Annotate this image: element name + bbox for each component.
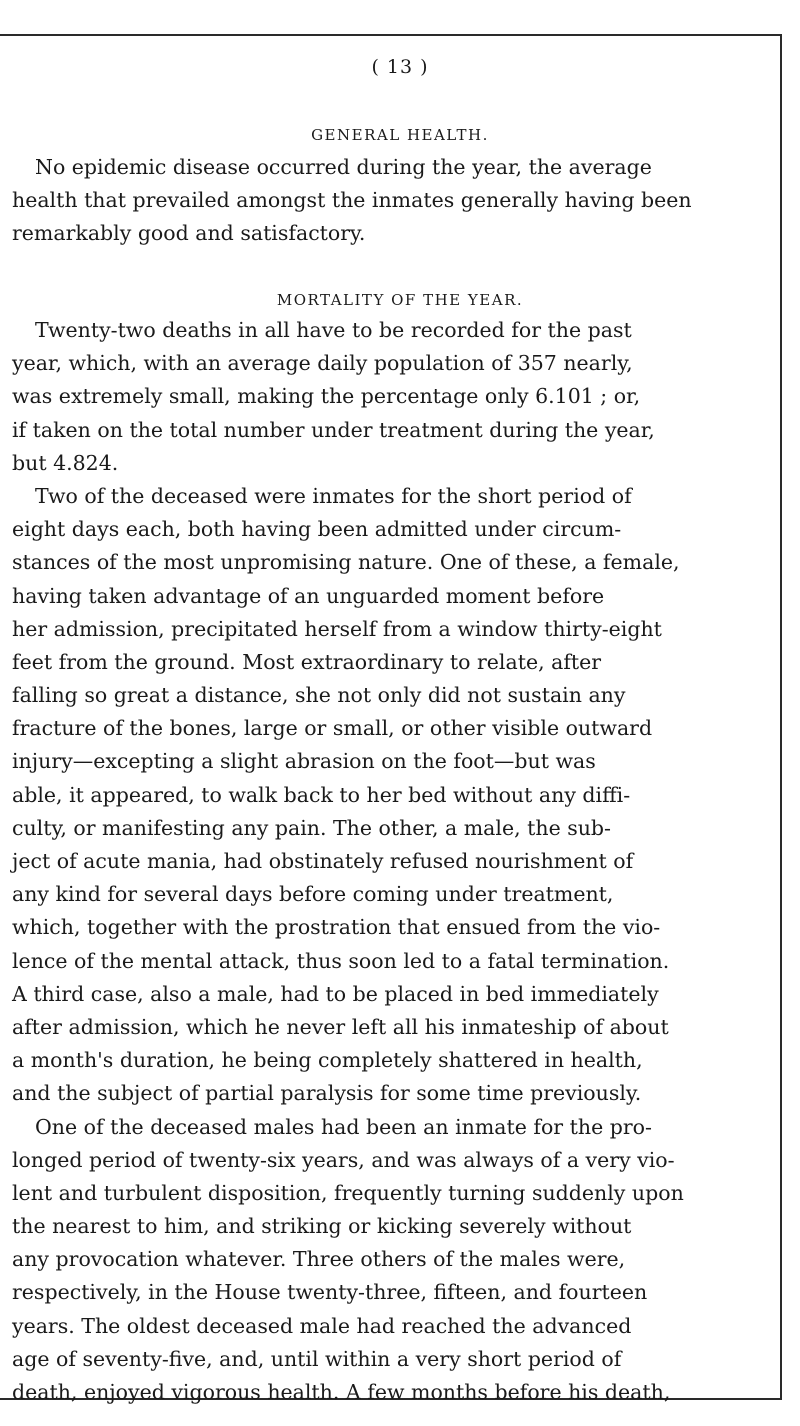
text-line: able, it appeared, to walk back to her bed without any diffi- (12, 782, 631, 807)
text-line: the nearest to him, and striking or kicking severely without (12, 1214, 632, 1239)
text-line: if taken on the total number under treatment during the year, (12, 417, 655, 442)
text-line: Two of the deceased were inmates for the short period of (35, 483, 632, 508)
text-line: fracture of the bones, large or small, or other visible outward (12, 716, 653, 741)
mortality-paragraph (12, 314, 774, 1409)
text-line: eight days each, both having been admitted under circum- (12, 517, 622, 542)
text-line: stances of the most unpromising nature. One of these, a female, (12, 550, 680, 575)
text-line: One of the deceased males had been an inmate for the pro- (35, 1114, 652, 1139)
section-heading-mortality: MORTALITY OF THE YEAR. (276, 291, 524, 309)
text-line: a month's duration, he being completely shattered in health, (12, 1048, 643, 1073)
text-line: was extremely small, making the percentage only 6.101 ; or, (12, 384, 641, 409)
text-line: age of seventy-five, and, until within a very short period of (12, 1346, 622, 1371)
text-line: after admission, which he never left all his inmateship of about (12, 1014, 669, 1039)
text-line: Twenty-two deaths in all have to be recorded for the past (35, 318, 632, 342)
text-line: ject of acute mania, had obstinately refused nourishment of (12, 849, 634, 873)
text-line: A third case, also a male, had to be placed in bed immediately (12, 981, 659, 1006)
page-number: ( 13 ) (371, 56, 429, 78)
text-line: feet from the ground. Most extraordinary to relate, after (12, 649, 602, 674)
text-line: her admission, precipitated herself from a window thirty-eight (12, 616, 662, 641)
text-line: injury—excepting a slight abrasion on the foot—but was (12, 749, 596, 774)
text-line: health that prevailed amongst the inmates generally having been (12, 188, 692, 213)
text-line: falling so great a distance, she not only did not sustain any (12, 683, 626, 708)
text-line: remarkably good and satisfactory. (12, 221, 366, 246)
text-line: having taken advantage of an unguarded moment before (12, 583, 605, 608)
text-line: lent and turbulent disposition, frequently turning suddenly upon (12, 1180, 684, 1205)
text-line: any kind for several days before coming under treatment, (12, 882, 614, 907)
top-border-rule (0, 34, 782, 36)
text-line: any provocation whatever. Three others of the males were, (12, 1247, 626, 1272)
text-line: lence of the mental attack, thus soon led to a fatal termination. (12, 948, 670, 973)
right-border-rule (780, 34, 782, 1400)
general-health-paragraph (12, 151, 774, 251)
text-line: culty, or manifesting any pain. The other, a male, the sub- (12, 815, 611, 840)
text-line: and the subject of partial paralysis for some time previously. (12, 1081, 642, 1106)
text-line: longed period of twenty-six years, and was always of a very vio- (12, 1147, 675, 1172)
text-line: which, together with the prostration that ensued from the vio- (12, 915, 661, 940)
text-line: but 4.824. (12, 450, 119, 475)
text-line: year, which, with an average daily population of 357 nearly, (12, 351, 633, 376)
text-line: years. The oldest deceased male had reached the advanced (12, 1313, 632, 1338)
text-line: respectively, in the House twenty-three, fifteen, and fourteen (12, 1280, 648, 1305)
section-heading-general-health: GENERAL HEALTH. (311, 126, 489, 144)
text-line: No epidemic disease occurred during the year, the average (35, 155, 652, 179)
text-line: death, enjoyed vigorous health. A few months before his death, (12, 1380, 671, 1404)
